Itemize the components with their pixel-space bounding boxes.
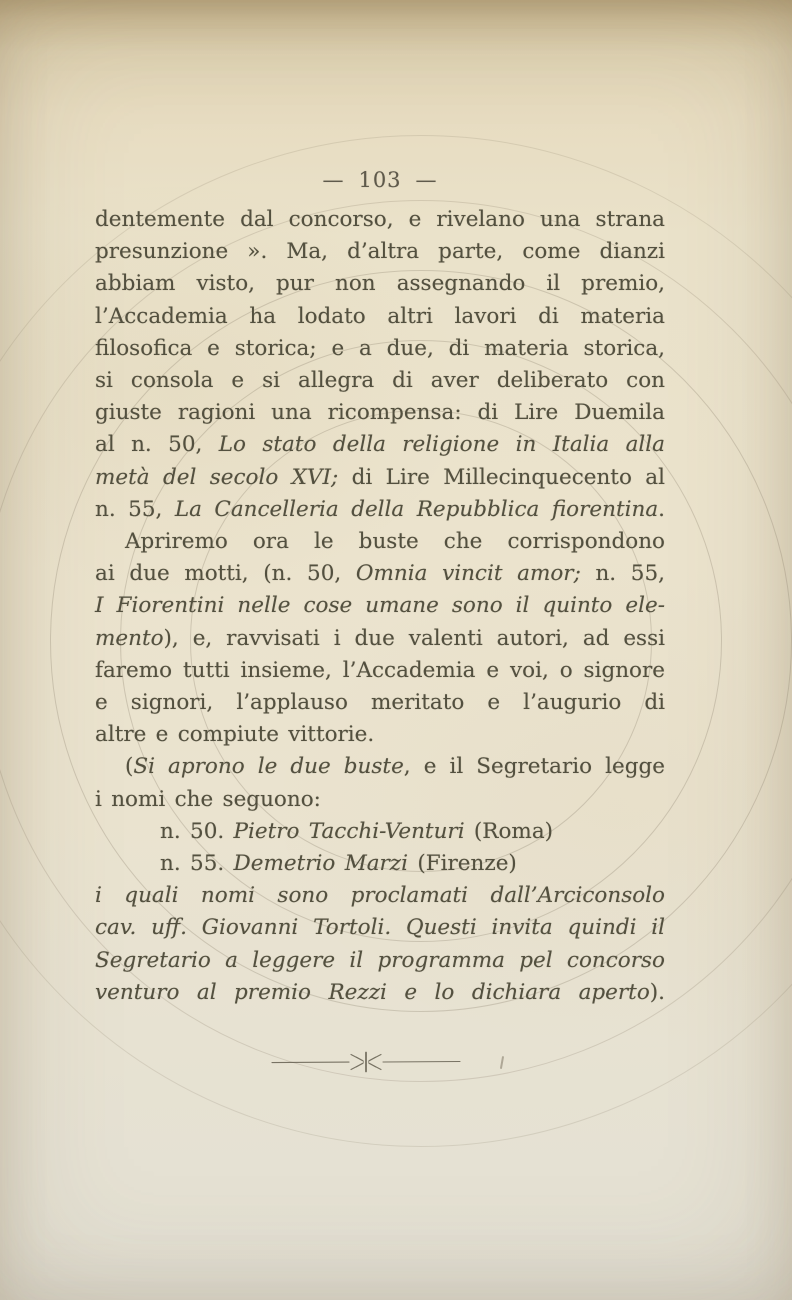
- text-line: [95, 333, 665, 365]
- roman-text: (Firenze): [408, 851, 517, 877]
- italic-text: metà del secolo XVI;: [95, 464, 339, 490]
- text-line: [95, 945, 665, 977]
- page-header: [95, 168, 665, 192]
- roman-text: n. 55,: [580, 561, 665, 587]
- roman-text: (: [125, 754, 134, 780]
- roman-text: al n. 50,: [95, 432, 219, 458]
- italic-text: venturo al premio Rezzi e lo dichiara aperto: [95, 979, 650, 1005]
- roman-text: n. 55.: [160, 851, 234, 877]
- text-line: [95, 784, 665, 816]
- text-block: [95, 204, 665, 1009]
- text-line: [95, 912, 665, 944]
- italic-text: Segretario a leggere il programma pel concorso: [95, 947, 665, 973]
- roman-text: abbiam visto, pur non assegnando il premio,: [95, 271, 665, 297]
- italic-text: La Cancelleria della Repubblica fiorentina: [174, 496, 659, 522]
- italic-text: mento: [95, 625, 164, 651]
- text-line: [95, 687, 665, 719]
- text-line: [95, 977, 665, 1009]
- roman-text: l’Accademia ha lodato altri lavori di materia: [95, 303, 665, 329]
- roman-text: ai due motti, (n. 50,: [95, 561, 356, 587]
- roman-text: faremo tutti insieme, l’Accademia e voi, o signore: [95, 657, 665, 683]
- italic-text: Lo stato della religione in Italia alla: [218, 432, 665, 458]
- roman-text: i nomi che seguono:: [95, 786, 321, 812]
- header-dash-left: —: [322, 168, 345, 192]
- italic-text: Demetrio Marzi: [233, 851, 409, 877]
- text-line: [95, 719, 665, 751]
- text-line: [95, 558, 665, 590]
- roman-text: filosofica e storica; e a due, di materia storica,: [95, 335, 665, 361]
- ink-mark: [500, 1056, 504, 1069]
- roman-text: presunzione ». Ma, d’altra parte, come dianzi: [95, 239, 665, 265]
- text-line: [95, 301, 665, 333]
- italic-text: i quali nomi sono proclamati dall’Arciconsolo: [95, 883, 665, 909]
- text-line: [95, 623, 665, 655]
- roman-text: ), e, ravvisati i due valenti autori, ad essi: [163, 625, 665, 651]
- section-divider: [270, 1049, 462, 1075]
- text-line: [95, 880, 665, 912]
- roman-text: .: [658, 496, 666, 522]
- roman-text: n. 50.: [160, 818, 234, 844]
- text-line: [95, 397, 665, 429]
- text-line: [95, 848, 665, 880]
- italic-text: Omnia vincit amor;: [355, 561, 581, 587]
- italic-text: I Fiorentini nelle cose umane sono il quinto ele-: [95, 593, 665, 619]
- roman-text: Apriremo ora le buste che corrispondono: [125, 529, 665, 555]
- text-line: [95, 268, 665, 300]
- text-line: [95, 526, 665, 558]
- italic-text: Si aprono le due buste: [133, 754, 404, 780]
- text-line: [95, 462, 665, 494]
- roman-text: si consola e si allegra di aver deliberato con: [95, 368, 665, 394]
- roman-text: di Lire Millecinquecento al: [338, 464, 665, 490]
- roman-text: dentemente dal concorso, e rivelano una strana: [95, 207, 665, 232]
- page-number: 103: [358, 168, 402, 192]
- roman-text: ).: [649, 979, 665, 1005]
- divider-ornament-icon: [270, 1049, 462, 1075]
- roman-text: , e il Segretario legge: [403, 754, 665, 780]
- italic-text: Pietro Tacchi-Venturi: [233, 818, 465, 844]
- roman-text: giuste ragioni una ricompensa: di Lire Duemila: [95, 400, 665, 426]
- text-line: [95, 236, 665, 268]
- italic-text: cav. uff. Giovanni Tortoli. Questi invita quindi il: [95, 915, 665, 941]
- text-line: [95, 655, 665, 687]
- text-line: [95, 590, 665, 622]
- text-line: [95, 494, 665, 526]
- text-line: [95, 751, 665, 783]
- text-line: [95, 429, 665, 461]
- roman-text: n. 55,: [95, 496, 175, 522]
- roman-text: altre e compiute vittorie.: [95, 722, 375, 748]
- roman-text: (Roma): [464, 818, 554, 844]
- text-line: [95, 365, 665, 397]
- text-line: [95, 204, 665, 236]
- header-dash-right: —: [415, 168, 438, 192]
- text-line: [95, 816, 665, 848]
- roman-text: e signori, l’applauso meritato e l’augurio di: [95, 690, 665, 716]
